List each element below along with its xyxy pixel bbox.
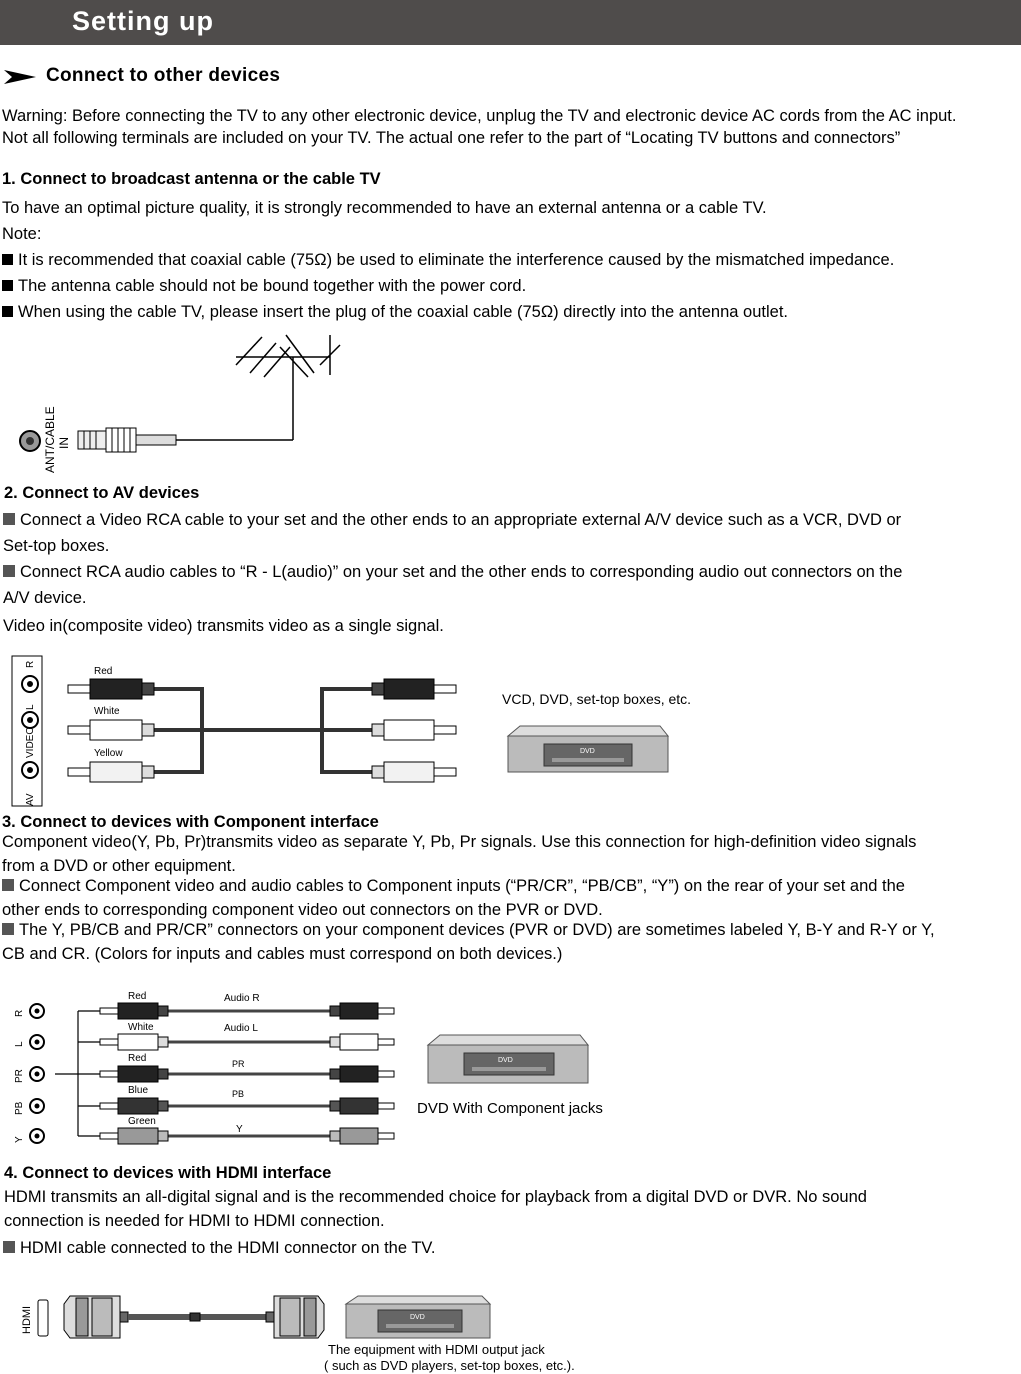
av-port-r: R <box>25 660 36 668</box>
svg-text:DVD: DVD <box>410 1314 425 1321</box>
section1-intro: To have an optimal picture quality, it is strongly recommended to have an external antenna or a cable TV. <box>2 199 767 217</box>
av-port-video: VIDEO <box>25 726 36 758</box>
section4-line-2: connection is needed for HDMI to HDMI connection. <box>4 1212 385 1230</box>
av-cable-label-red: Red <box>94 666 113 677</box>
bullet-square-icon <box>3 1241 15 1253</box>
section3-line-2: from a DVD or other equipment. <box>2 857 236 875</box>
section1-bullet-2: The antenna cable should not be bound together with the power cord. <box>2 276 526 296</box>
ant-port-label-2: IN <box>57 437 71 449</box>
section3-bullet-1: Connect Component video and audio cables to Component inputs (“PR/CR”, “PB/CB”, “Y”) on the rear of your set and the <box>2 876 905 896</box>
ant-port-label-1: ANT/CABLE <box>43 406 57 473</box>
av-port-l: L <box>25 704 36 710</box>
hdmi-caption-2: ( such as DVD players, set-top boxes, etc.). <box>324 1358 575 1373</box>
section3-bullet-2-cont: CB and CR. (Colors for inputs and cables must correspond on both devices.) <box>2 945 563 963</box>
bullet-square-icon <box>3 565 15 577</box>
comp-port-l: L <box>14 1041 25 1047</box>
section1-title: 1. Connect to broadcast antenna or the cable TV <box>2 170 381 188</box>
page-title: Setting up <box>72 6 214 36</box>
section2-bullet-2: Connect RCA audio cables to “R - L(audio)” on your set and the other ends to corresponding audio out connectors on the <box>3 562 902 582</box>
section4-title: 4. Connect to devices with HDMI interface <box>4 1164 332 1182</box>
comp-signal-1: Audio L <box>224 1023 258 1034</box>
comp-signal-0: Audio R <box>224 993 260 1004</box>
warning-line-2: Not all following terminals are included on your TV. The actual one refer to the part of “Locating TV buttons and connectors” <box>2 129 901 147</box>
dvd-player-icon <box>428 1035 588 1083</box>
rca-plug-left-white <box>68 720 154 740</box>
section1-bullet-3: When using the cable TV, please insert the plug of the coaxial cable (75Ω) directly into the antenna outlet. <box>2 302 788 322</box>
dvd-player-icon <box>508 726 668 772</box>
section2-note: Video in(composite video) transmits video as a single signal. <box>3 617 444 635</box>
comp-color-2: Red <box>128 1053 147 1064</box>
section4-line-1: HDMI transmits an all-digital signal and is the recommended choice for playback from a digital DVD or DVR. No sound <box>4 1188 867 1206</box>
comp-signal-3: PB <box>232 1089 245 1099</box>
rca-plug-right-red <box>372 679 456 699</box>
comp-port-pr: PR <box>14 1069 25 1083</box>
section2-bullet-2-cont: A/V device. <box>3 589 87 607</box>
antenna-diagram <box>0 325 360 480</box>
dvd-player-icon <box>346 1296 490 1338</box>
hdmi-plug-left-icon <box>64 1296 128 1338</box>
rca-plug-left-yellow <box>68 762 154 782</box>
av-diagram <box>0 648 700 813</box>
hdmi-port-icon <box>38 1300 48 1336</box>
comp-bracket-lines <box>55 1011 100 1136</box>
component-jack-icon <box>30 1004 44 1143</box>
svg-text:DVD: DVD <box>498 1057 513 1064</box>
rca-plug-right-white <box>372 720 456 740</box>
bullet-square-icon <box>3 513 15 525</box>
rca-plug-left-red <box>68 679 154 699</box>
comp-signal-2: PR <box>232 1059 245 1069</box>
av-device-caption: VCD, DVD, set-top boxes, etc. <box>502 691 692 707</box>
section4-bullet: HDMI cable connected to the HDMI connector on the TV. <box>3 1238 435 1258</box>
section1-bullet-1: It is recommended that coaxial cable (75Ω) be used to eliminate the interference caused by the mismatched impedance. <box>2 250 894 270</box>
rca-plug-right-yellow <box>372 762 456 782</box>
hdmi-plug-right-icon <box>266 1296 324 1338</box>
bullet-square-icon <box>2 306 13 317</box>
comp-color-3: Blue <box>128 1085 149 1096</box>
av-cable-lines <box>154 689 372 772</box>
section2-title: 2. Connect to AV devices <box>4 484 200 502</box>
hdmi-port-label: HDMI <box>21 1305 33 1334</box>
hdmi-diagram <box>0 1288 620 1374</box>
section3-line-1: Component video(Y, Pb, Pr)transmits video as separate Y, Pb, Pr signals. Use this connection for high-definition video signals <box>2 833 917 851</box>
bullet-square-icon <box>2 923 14 935</box>
section2-bullet-1-cont: Set-top boxes. <box>3 537 110 555</box>
antenna-jack-icon <box>20 431 40 451</box>
av-cable-label-white: White <box>94 706 120 717</box>
comp-port-r: R <box>14 1009 25 1017</box>
section2-bullet-1: Connect a Video RCA cable to your set and the other ends to an appropriate external A/V device such as a VCR, DVD or <box>3 510 901 530</box>
av-port-av: AV <box>25 793 36 806</box>
comp-color-1: White <box>128 1022 154 1033</box>
arrow-icon <box>4 70 36 84</box>
av-cable-label-yellow: Yellow <box>94 748 123 759</box>
coax-plug-icon <box>78 428 176 452</box>
hdmi-caption-1: The equipment with HDMI output jack <box>328 1342 545 1357</box>
bullet-square-icon <box>2 280 13 291</box>
section3-title: 3. Connect to devices with Component interface <box>2 813 379 831</box>
comp-device-caption: DVD With Component jacks <box>417 1100 603 1117</box>
component-diagram <box>0 985 640 1150</box>
comp-port-y: Y <box>14 1136 25 1143</box>
comp-color-4: Green <box>128 1116 156 1127</box>
subheading: Connect to other devices <box>46 65 281 86</box>
bullet-square-icon <box>2 879 14 891</box>
section3-bullet-1-cont: other ends to corresponding component video out connectors on the PVR or DVD. <box>2 901 603 919</box>
warning-line-1: Warning: Before connecting the TV to any other electronic device, unplug the TV and electronic device AC cords from the AC input. <box>2 107 957 125</box>
comp-signal-4: Y <box>236 1124 243 1135</box>
bullet-square-icon <box>2 254 13 265</box>
comp-color-0: Red <box>128 991 147 1002</box>
section3-bullet-2: The Y, PB/CB and PR/CR” connectors on your component devices (PVR or DVD) are sometimes labeled Y, B-Y and R-Y or Y, <box>2 920 935 940</box>
comp-plug-right <box>330 1003 394 1144</box>
comp-port-pb: PB <box>14 1101 25 1115</box>
svg-text:DVD: DVD <box>580 748 595 755</box>
section1-note: Note: <box>2 225 42 243</box>
